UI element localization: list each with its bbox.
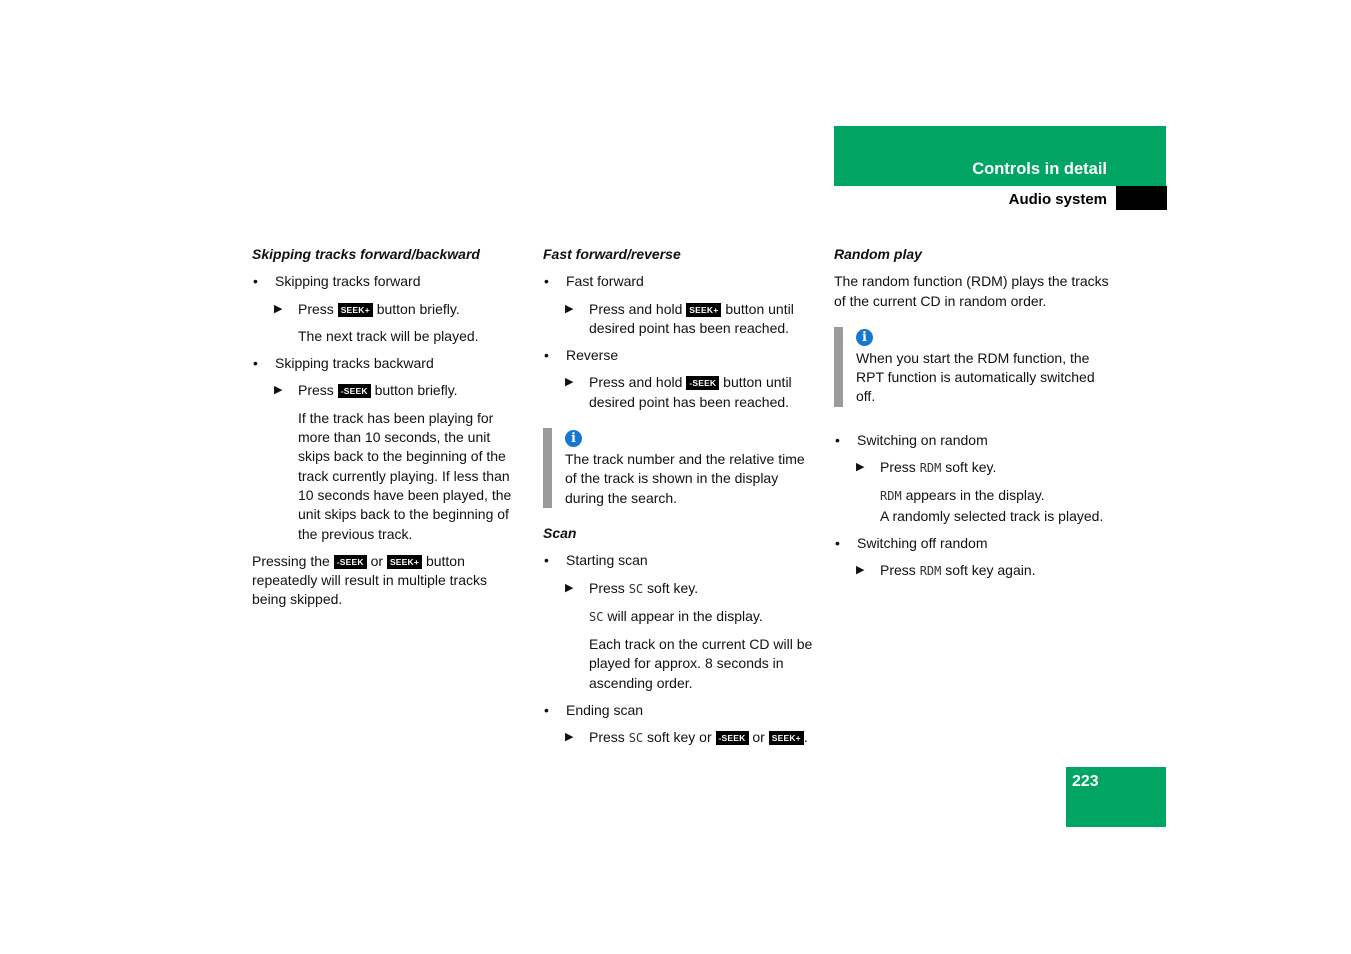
step-hold-seek-minus: ▶ Press and hold -SEEK button until desired point has been reached. [543, 373, 819, 412]
step-press-rdm-again: ▶ Press RDM soft key again. [834, 561, 1110, 581]
rdm-softkey-label: RDM [919, 564, 942, 579]
info-text-rdm: When you start the RDM function, the RPT function is automatically switched off. [856, 349, 1095, 405]
sc-softkey-label: SC [628, 581, 644, 596]
step-press-seek-plus: ▶ Press SEEK+ button briefly. [252, 300, 524, 319]
info-box-rdm [834, 327, 1110, 407]
column-skipping [252, 245, 524, 618]
header-marker [1116, 186, 1167, 210]
bullet-random-off: • Switching off random [834, 534, 1110, 553]
heading-skipping: Skipping tracks forward/backward [252, 246, 480, 262]
page-number: 223 [1072, 773, 1099, 790]
result-rdm-display: RDM appears in the display. A randomly selected track is played. [880, 487, 1104, 524]
seek-plus-button: SEEK+ [686, 303, 721, 317]
seek-minus-button: -SEEK [338, 384, 371, 398]
bullet-forward: • Skipping tracks forward [252, 272, 524, 291]
bullet-ending-scan: • Ending scan [543, 701, 819, 720]
step-end-scan: ▶ Press SC soft key or -SEEK or SEEK+ . [543, 728, 819, 748]
paragraph-random: The random function (RDM) plays the tracks of the current CD in random order. [834, 273, 1109, 309]
rdm-display-label: RDM [880, 489, 902, 504]
info-icon: i [856, 329, 873, 346]
result-sc-display: SC will appear in the display. [589, 607, 763, 624]
step-hold-seek-plus: ▶ Press and hold SEEK+ button until desired point has been reached. [543, 300, 819, 339]
sc-display-label: SC [589, 609, 604, 624]
bullet-starting-scan: • Starting scan [543, 551, 819, 570]
paragraph-repeat: Pressing the -SEEK or SEEK+ button repeatedly will result in multiple tracks being skipped. [252, 552, 487, 608]
section-subtitle: Audio system [1008, 191, 1107, 208]
heading-fast-forward: Fast forward/reverse [543, 246, 681, 262]
step-press-sc: ▶ Press SC soft key. [543, 579, 819, 599]
bullet-fast-forward: • Fast forward [543, 272, 819, 291]
result-skip-back: If the track has been playing for more than 10 seconds, the unit skips back to the beginning of the track currently playing. If less than 10 seconds have been played, the unit skips back to the beginning of the previous track. [298, 409, 512, 542]
seek-minus-button: -SEEK [334, 555, 367, 569]
heading-scan: Scan [543, 524, 577, 541]
bullet-reverse: • Reverse [543, 346, 819, 365]
bullet-random-on: • Switching on random [834, 431, 1110, 450]
seek-plus-button: SEEK+ [338, 303, 373, 317]
sc-softkey-label: SC [628, 731, 644, 746]
info-icon: i [565, 430, 582, 447]
result-next-track: The next track will be played. [298, 327, 479, 344]
section-title: Controls in detail [972, 160, 1107, 178]
column-fast-forward [543, 245, 819, 757]
seek-plus-button: SEEK+ [769, 731, 804, 745]
step-press-rdm: ▶ Press RDM soft key. [834, 458, 1110, 478]
result-scan-order: Each track on the current CD will be played for approx. 8 seconds in ascending order. [589, 636, 813, 691]
seek-plus-button: SEEK+ [387, 555, 422, 569]
step-press-seek-minus: ▶ Press -SEEK button briefly. [252, 381, 524, 400]
seek-minus-button: -SEEK [716, 731, 749, 745]
info-box-search [543, 428, 819, 508]
bullet-backward: • Skipping tracks backward [252, 354, 524, 373]
info-text-search: The track number and the relative time of the track is shown in the display during the search. [565, 451, 805, 506]
heading-random: Random play [834, 246, 922, 262]
seek-minus-button: -SEEK [686, 376, 719, 390]
rdm-softkey-label: RDM [919, 461, 942, 476]
column-random [834, 245, 1110, 590]
